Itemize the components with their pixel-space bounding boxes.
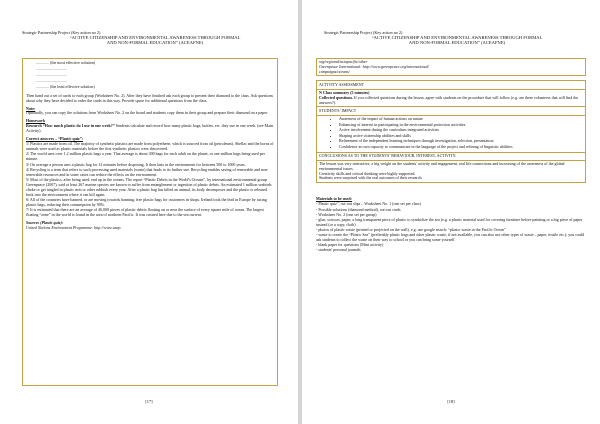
collected-label: Collected questions. [319, 94, 353, 100]
page-header [22, 30, 288, 45]
material-item: - blank paper for questions (Mini activity) [316, 242, 384, 248]
materials-section [316, 197, 586, 253]
impact-item: • Refinement of the independent learning techniques through investigation, selection, presentation [339, 139, 583, 144]
research-title: Research “How much plastic do I use in one week?” [26, 123, 115, 129]
material-item: - waste to create the “Plastic Sea” (preferably plastic bags and other plastic waste, if not available, you can also use other types of waste – paper, textile etc.); you could ask students to collect the waste on their way to school or you can bring some yourself [316, 232, 585, 242]
impact-item: • Shaping active citizenship abilities and skills [339, 134, 583, 139]
header-title-line2: AND NON-FORMAL EDUCATION” (ACEAFNE) [408, 40, 506, 45]
cards-paragraph: Then hand out a set of cards to each group (Worksheet No. 2). After they have finished ask each group to present their diamond to the class. Ask questions about why they have decided to order the cards in this way. Provide space for additional questions from the class. [26, 92, 274, 103]
header-title-line1: “ACTIVE CITIZENSHIP AND ENVIRONMENTAL AWARENESS THROUGH FORMAL [371, 35, 543, 40]
org-link: org/regional/asiapacific/other [319, 59, 368, 64]
materials-label: Materials to be used: [316, 196, 352, 202]
page-header [324, 30, 590, 45]
answer-slot: ............................... [36, 65, 67, 71]
page-number: [18] [447, 399, 455, 404]
sources-label: Sources (Plastic quiz): [26, 219, 64, 225]
note-block [26, 107, 274, 117]
impact-list-cell [317, 115, 586, 152]
conclusions-heading: CONCLUSIONS AS TO THE STUDENTS’ BEHAVIOUR, INTEREST, ACTIVITY: [317, 152, 586, 161]
homework-block [26, 119, 274, 133]
answer-slots [36, 61, 274, 90]
sources-text: United Nations Environment Programme: http://www.unep. [26, 224, 122, 230]
page-17 [0, 0, 298, 424]
students-impact-heading: STUDENTS’ IMPACT [317, 107, 586, 116]
activity-assessment-heading: ACTIVITY ASSESSMENT [317, 81, 586, 90]
material-item: - Possible solutions (diamond method), cut-out cards [316, 206, 401, 212]
header-title-line2: AND NON-FORMAL EDUCATION” (ACEAFNE) [106, 40, 204, 45]
conclusion-line: Creativity skills and critical thinking were highly supported. [319, 170, 416, 176]
impact-item: • Active involvement during the curriculum integrated activities [339, 128, 583, 133]
note-label: Note: [26, 105, 36, 111]
quiz-answers [26, 137, 274, 218]
quiz-answer: 3/ On average a person uses a plastic bag for 12 minutes before disposing. It then lasts in the environment for between 500 to 1000 years. [26, 161, 246, 167]
org-link: Greenpeace International: http://www.greenpeace.org/international/ [319, 63, 429, 69]
right-content [316, 58, 586, 254]
header-project: Strategic Partnership Project (Key action no 2) [22, 30, 101, 35]
quiz-answer: 5/ Most of the plastics, after being used, end up in the oceans. The report “Plastic Debris in the World's Oceans”, by international environmental group Greenpeace (2007), said at least 267 marine species are known to suffer from entanglement or ingestion of plastic debris. An estimated 1 million seabirds choke or get tangled in plastic nets or other rubbish every year. After a plastic bag has killed an animal, its body decomposes and the plastic is released back into the environment where it can kill again. [26, 177, 272, 197]
org-link: campaigns/oceans/ [319, 68, 350, 74]
homework-label: Homework [26, 118, 46, 124]
material-item: - photos of plastic waste (printed or projected on the wall), e.g. use google search: “plastic waste in the Pacific Ocean” [316, 227, 506, 232]
conclusion-line: Students were surprised with the real outcomes of their research. [319, 175, 423, 181]
quiz-answer: 7/ It is estimated that there are an average of 46,000 pieces of plastic debris floating on or near the surface of every square mile of ocean. The largest floating “zone” in the world is found in the area of northern Pacific. It was created here due to the sea current. [26, 207, 264, 217]
impact-list [319, 117, 583, 150]
answer-slot: ............................... [36, 71, 67, 77]
answer-slot: ............. (the most effective solution) [36, 60, 96, 65]
collected-text: If you collected questions during the lesson, agree with students on the procedure that will follow (e.g. are there volunteers that will find the answers?). [319, 94, 579, 105]
lesson-content-box [22, 58, 278, 386]
header-title-line1: “ACTIVE CITIZENSHIP AND ENVIRONMENTAL AWARENESS THROUGH FORMAL [69, 35, 241, 40]
class-summary-label: N Class summary (5 minutes) [319, 89, 370, 95]
header-project: Strategic Partnership Project (Key action no 2) [324, 30, 403, 35]
answer-slot: ............................... [36, 77, 67, 83]
collected-questions [319, 96, 583, 106]
assessment-table [316, 58, 586, 183]
page-18 [302, 0, 600, 424]
class-summary [317, 89, 586, 106]
impact-item: • Awareness of the impact of human actions on nature [339, 117, 583, 122]
conclusion-line: The lesson was very interactive, a big weight on the students' activity and engagement, real life connections and increasing of the awareness of the global environmental issues. [319, 161, 565, 171]
note-text: Optionally, you can copy the solutions from Worksheet No. 2 on the board and students copy them in their group and prepare their diamond on a paper. [26, 110, 269, 116]
material-item: - Worksheet No. 2 (one set per group) [316, 211, 377, 217]
answer-slot: ............. (the least effective solution) [36, 83, 95, 89]
research-text: Students calculate and record how many plastic bags, bottles, etc. they use in one week. (see Main Activity). [26, 123, 274, 133]
quiz-answer: 2/ The world uses over 1.2 million plastic bags a year. That average is about 300 bags for each adult on the planet, or one million bags being used per minute. [26, 151, 265, 162]
quiz-answer: 4/ Recycling is a term that refers to such processing used materials (waste) that leads to its further use. Recycling enables saving of renewable and non-renewable resources and in some cases can reduce the effects on the environment. [26, 167, 269, 177]
impact-item: • Enhancing of interest in participating in the environmental protection activities [339, 123, 583, 128]
page-number: [17] [145, 399, 153, 404]
sources-block [26, 221, 274, 231]
material-item: - students' personal journals [316, 247, 361, 253]
material-item: - Plastic quiz”, cut-out slips – Worksheet No. 1 (one set per class) [316, 201, 421, 207]
conclusions-cell [317, 161, 586, 183]
material-item: - glue, scissors, paper, a long transparent piece of plastic to symbolize the sea (e.g. a plastic material used for covering furniture before painting or a big piece of paper instead (or a copy, cloth) [316, 217, 583, 227]
quiz-answer: 6/ All of the countries have banned, or are moving towards banning, free plastic bags for customers in shops. Ireland took the lead in Europe by taxing plastic bags, reducing their consumption by 90%. [26, 197, 267, 207]
org-links [317, 59, 586, 76]
impact-item: • Confidence in own capacity to communicate in the language of the project and refining of linguistic abilities [339, 145, 583, 150]
quiz-answer: 1/ Plastics are made from oil. The majority of synthetic plastics are made from polyethene, which is sourced from oil (petroleum). Shellac and the horns of animals were used as plastic materials before the first synthetic plastics were discovered. [26, 141, 274, 152]
quiz-title: Correct answers – “Plastic quiz”: [26, 135, 84, 141]
